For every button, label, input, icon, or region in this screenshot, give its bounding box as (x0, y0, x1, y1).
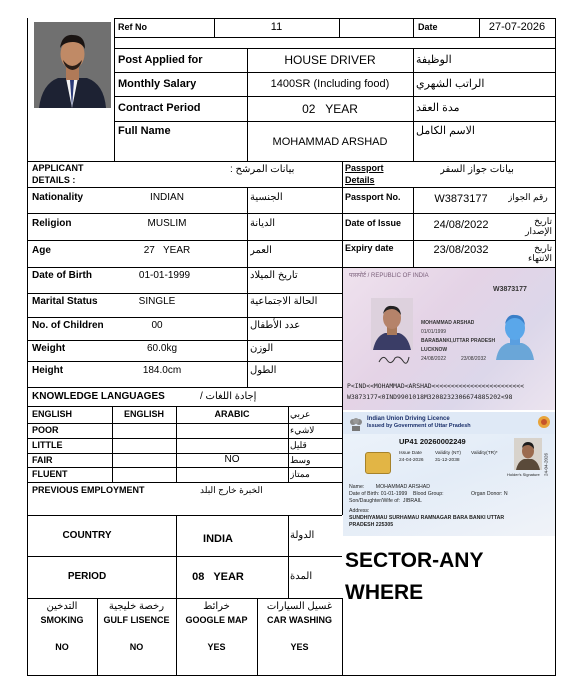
country-value: INDIA (203, 533, 233, 546)
passport-no-ar: رقم الجواز (508, 192, 548, 203)
marital-status-value: SINGLE (138, 295, 176, 307)
smoking-value: NO (55, 642, 69, 653)
google-map-ar: خرائط (203, 600, 230, 612)
passport-details-heading-ar: بيانات جواز السفر (440, 163, 514, 175)
licence-validity-nt-value: 31-12-2038 (435, 457, 460, 463)
contract-label: Contract Period (118, 102, 201, 115)
full-name-label: Full Name (118, 125, 171, 138)
licence-validity-tr-label: Validity(TR)* (471, 450, 498, 456)
car-washing-ar: غسيل السيارات (266, 600, 333, 612)
period-value: 08 YEAR (192, 570, 244, 583)
children-value: 00 (151, 319, 163, 331)
full-name-ar: الاسم الكامل (416, 125, 475, 138)
lang-poor-arabic (176, 424, 288, 438)
dob-label: Date of Birth (32, 270, 92, 282)
passport-no-label: Passport No. (345, 192, 401, 203)
full-name-value: MOHAMMAD ARSHAD (272, 136, 388, 149)
lang-poor-ar: لاشيء (290, 425, 315, 436)
smoking-label: SMOKING (40, 615, 84, 626)
weight-label: Weight (32, 342, 66, 354)
languages-heading: KNOWLEDGE LANGUAGES (32, 390, 165, 402)
contract-value: 02 YEAR (302, 101, 358, 116)
lang-fluent-ar: ممتاز (290, 469, 310, 480)
licence-relation: Son/Daughter/Wife of: JIBRAIL (349, 498, 422, 504)
date-label: Date (418, 22, 438, 33)
google-map-label: GOOGLE MAP (185, 615, 248, 626)
children-label: No. of Children (32, 319, 104, 331)
age-value: 27 YEAR (143, 244, 191, 256)
applicant-photo-figure (34, 22, 111, 108)
nationality-ar: الجنسية (250, 191, 283, 203)
passport-scan-expiry: 23/08/2032 (461, 356, 487, 363)
issue-date-ar: تاريخ الإصدار (525, 216, 552, 236)
lang-fair-ar: وسط (290, 454, 311, 465)
licence-address-label: Address: (349, 508, 370, 514)
religion-value: MUSLIM (147, 217, 187, 229)
nationality-value: INDIAN (150, 191, 184, 203)
passport-scan-name: MOHAMMAD ARSHAD (421, 320, 475, 327)
dob-ar: تاريخ الميلاد (250, 270, 298, 282)
passport-ghost-photo (493, 306, 537, 360)
salary-value: 1400SR (Including food) (270, 77, 390, 90)
sector-text: SECTOR-ANY WHERE (345, 549, 484, 604)
issue-date-label: Date of Issue (345, 218, 402, 229)
weight-value: 60.0kg (146, 342, 178, 354)
previous-employment-heading-ar: الخبرة خارج البلد (200, 485, 263, 496)
licence-logo-icon (537, 415, 551, 429)
salary-label: Monthly Salary (118, 77, 197, 90)
lang-header-arabic: ARABIC (214, 409, 250, 420)
dob-value: 01-01-1999 (138, 270, 191, 282)
post-ar: الوظيفة (416, 53, 452, 66)
religion-label: Religion (32, 217, 72, 229)
nationality-label: Nationality (32, 191, 84, 203)
passport-scan-number: W3873177 (493, 286, 527, 294)
lang-fluent-label: FLUENT (32, 469, 68, 480)
contract-ar: مدة العقد (416, 102, 460, 115)
height-ar: الطول (250, 364, 277, 376)
gulf-licence-label: GULF LISENCE (103, 615, 170, 626)
licence-issue-value: 24-04-2026 (399, 457, 424, 463)
lang-header-label: ENGLISH (32, 409, 73, 420)
licence-name: Name: MOHAMMAD ARSHAD (349, 484, 430, 490)
licence-address-line-1: SUNDHIYAMAU SURHAMAU RAMNAGAR BARA BANKI UTTAR (349, 515, 505, 521)
licence-dob: Date of Birth: 01-01-1999 Blood Group: (349, 491, 444, 497)
lang-header-english: ENGLISH (123, 409, 164, 420)
passport-scan-city: LUCKNOW (421, 347, 448, 354)
passport-mrz-line-1: P<IND<<MOHAMMAD<ARSHAD<<<<<<<<<<<<<<<<<<<<<<<< (347, 381, 524, 390)
applicant-details-heading-ar: بيانات المرشح : (230, 163, 295, 175)
country-label: COUNTRY (62, 529, 112, 541)
emblem-icon (349, 416, 363, 432)
licence-holder-signature-label: Holder's Signature (507, 472, 540, 477)
expiry-date-value: 23/08/2032 (433, 244, 489, 257)
expiry-date-ar: تاريخ الانتهاء (528, 243, 552, 263)
lang-fair-arabic: NO (224, 454, 240, 466)
children-ar: عدد الأطفال (250, 319, 301, 331)
licence-number: UP41 20260002249 (399, 437, 466, 447)
passport-scan-place: BARABANKI,UTTAR PRADESH (421, 338, 496, 345)
post-label: Post Applied for (118, 53, 203, 66)
post-value: HOUSE DRIVER (284, 53, 376, 68)
previous-employment-heading: PREVIOUS EMPLOYMENT (32, 485, 145, 496)
date-value: 27-07-2026 (488, 21, 546, 34)
lang-header-ar: عربي (290, 409, 311, 420)
lang-fair-label: FAIR (32, 454, 53, 465)
passport-mrz-line-2: W3873177<0IND9901018M3208232306674885202<98 (347, 392, 513, 401)
gulf-licence-ar: رخصة خليجية (108, 600, 165, 612)
passport-scan-issue: 24/08/2022 (421, 356, 447, 363)
religion-ar: الديانة (250, 217, 276, 229)
age-ar: العمر (250, 244, 272, 256)
lang-little-arabic (176, 439, 288, 453)
marital-status-label: Marital Status (32, 295, 98, 307)
licence-subtitle: Issued by Government of Uttar Pradesh (367, 423, 471, 430)
lang-poor-label: POOR (32, 425, 59, 436)
weight-ar: الوزن (250, 342, 274, 354)
period-ar: المدة (290, 571, 313, 583)
licence-validity-nt-label: Validity (NT) (435, 450, 462, 456)
lang-fluent-arabic (176, 468, 288, 482)
expiry-date-label: Expiry date (345, 243, 394, 254)
licence-organ-donor: Organ Donor: N (471, 491, 508, 497)
applicant-details-heading: APPLICANT DETAILS : (32, 163, 84, 185)
ref-no-value: 11 (270, 21, 283, 34)
languages-heading-ar: إجادة اللغات / (200, 390, 257, 402)
licence-chip-icon (365, 452, 391, 474)
salary-ar: الراتب الشهري (416, 77, 485, 90)
marital-status-ar: الحالة الاجتماعية (250, 295, 318, 307)
smoking-ar: التدخين (46, 600, 78, 612)
passport-scan-header: पासपोर्ट / REPUBLIC OF INDIA (349, 272, 429, 279)
car-washing-value: YES (290, 642, 309, 653)
licence-issue-label: Issue Date (399, 450, 422, 456)
age-label: Age (32, 244, 51, 256)
height-value: 184.0cm (142, 364, 182, 376)
applicant-photo (34, 22, 111, 108)
car-washing-label: CAR WASHING (267, 615, 332, 626)
licence-address-line-2: PRADESH 225305 (349, 522, 394, 528)
passport-scan (343, 268, 555, 410)
licence-side-date: 24-04-2026 (543, 452, 549, 476)
lang-little-ar: قليل (290, 440, 307, 451)
lang-little-label: LITTLE (32, 440, 63, 451)
passport-signature (377, 352, 411, 366)
issue-date-value: 24/08/2022 (433, 219, 489, 232)
ref-no-label: Ref No (118, 22, 147, 33)
country-ar: الدولة (290, 529, 315, 541)
passport-details-heading: Passport Details (345, 163, 384, 185)
licence-photo (514, 438, 542, 470)
passport-no-value: W3873177 (434, 193, 488, 206)
height-label: Height (32, 364, 64, 376)
passport-photo (371, 298, 413, 350)
driving-licence-scan (343, 412, 555, 536)
licence-title: Indian Union Driving Licence (367, 415, 450, 422)
google-map-value: YES (207, 642, 226, 653)
gulf-licence-value: NO (129, 642, 144, 653)
period-label: PERIOD (67, 571, 107, 583)
passport-scan-dob: 01/01/1999 (421, 329, 447, 336)
